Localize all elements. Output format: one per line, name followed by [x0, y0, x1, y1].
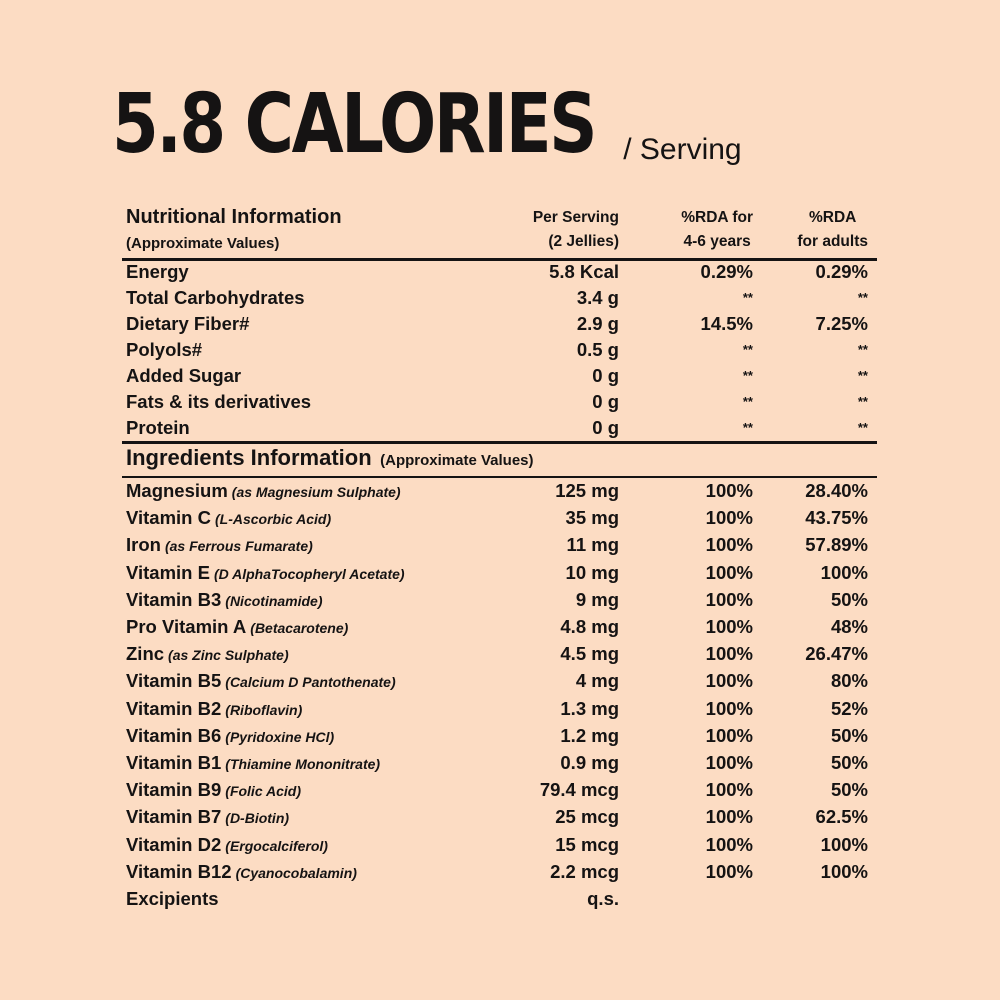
- rda-kids-value: 100%: [705, 616, 753, 637]
- row-name: [126, 668, 396, 695]
- row-name: [126, 750, 380, 777]
- row-name: [126, 259, 189, 285]
- rda-kids-value: 100%: [705, 480, 753, 501]
- row-note: (Pyridoxine HCl): [225, 728, 335, 745]
- per-serving-value: 4.8 mg: [560, 616, 619, 637]
- nutrition-row: [122, 259, 877, 285]
- row-label: Vitamin B2: [126, 697, 222, 719]
- col-header-rda-adults: [797, 206, 868, 254]
- ingredient-row: [122, 614, 877, 640]
- ingredient-row: [122, 668, 877, 694]
- ingredient-row: [122, 886, 877, 912]
- row-name: [126, 587, 323, 614]
- row-note: (Nicotinamide): [225, 592, 323, 609]
- per-serving-value: 35 mg: [565, 507, 619, 529]
- per-serving-value: 0 g: [592, 417, 619, 438]
- rda-adults-value: 26.47%: [805, 643, 868, 665]
- col-header-per-serving-line1: Per Serving: [532, 209, 619, 226]
- row-note: (as Zinc Sulphate): [168, 647, 289, 664]
- row-name: [126, 285, 305, 311]
- row-label: Excipients: [126, 888, 219, 909]
- nutrition-row: [122, 415, 877, 441]
- row-name: [126, 614, 348, 641]
- row-name: [126, 337, 202, 363]
- row-label: Vitamin B7: [126, 806, 222, 828]
- row-label: Vitamin B3: [126, 588, 222, 610]
- rda-kids-value: 100%: [705, 561, 753, 583]
- rda-adults-value: 50%: [830, 779, 868, 801]
- nutrition-row: [122, 285, 877, 311]
- row-note: (Cyanocobalamin): [235, 864, 357, 881]
- rda-adults-value: **: [857, 420, 868, 435]
- rda-adults-value: 0.29%: [815, 261, 868, 282]
- nutrition-row: [122, 389, 877, 415]
- rda-kids-value: 100%: [705, 724, 753, 746]
- row-label: Energy: [126, 261, 189, 282]
- ingredient-row: [122, 832, 877, 858]
- row-label: Vitamin B5: [126, 670, 222, 692]
- section-divider: [122, 441, 877, 444]
- row-label: Vitamin B12: [126, 860, 232, 882]
- rda-kids-value: **: [742, 394, 753, 409]
- row-name: [126, 696, 302, 723]
- ingredient-row: [122, 723, 877, 749]
- row-label: Vitamin B1: [126, 752, 222, 773]
- row-note: (Riboflavin): [225, 701, 303, 718]
- nutrition-header: [122, 204, 877, 258]
- col-header-rda-kids: [681, 206, 753, 254]
- rda-adults-value: 28.40%: [805, 480, 868, 501]
- rda-adults-value: **: [857, 394, 868, 409]
- col-header-rda-adults-line2: for adults: [797, 233, 868, 250]
- per-serving-value: 25 mcg: [555, 806, 619, 828]
- per-serving-value: 3.4 g: [576, 287, 619, 308]
- row-label: Vitamin B6: [126, 724, 222, 746]
- per-serving-value: 1.2 mg: [560, 724, 619, 746]
- ingredient-row: [122, 859, 877, 885]
- ingredient-row: [122, 587, 877, 613]
- row-note: (Calcium D Pantothenate): [225, 674, 396, 691]
- rda-kids-value: 100%: [705, 806, 753, 828]
- calorie-headline: [112, 77, 742, 172]
- row-name: [126, 311, 249, 337]
- row-note: (L-Ascorbic Acid): [214, 511, 332, 528]
- rda-adults-value: 100%: [820, 860, 868, 882]
- nutrition-row: [122, 311, 877, 337]
- row-label: Vitamin C: [126, 507, 211, 529]
- rda-kids-value: 100%: [705, 588, 753, 610]
- per-serving-label: / Serving: [623, 133, 742, 166]
- per-serving-value: 5.8 Kcal: [549, 261, 619, 282]
- per-serving-value: 4.5 mg: [560, 643, 619, 665]
- rda-adults-value: 52%: [830, 697, 868, 719]
- row-name: [126, 389, 311, 415]
- row-note: (Ergocalciferol): [225, 837, 328, 854]
- per-serving-value: 11 mg: [566, 534, 619, 556]
- rda-adults-value: 50%: [830, 588, 868, 610]
- row-note: (as Magnesium Sulphate): [231, 484, 401, 500]
- per-serving-value: 2.2 mcg: [550, 860, 619, 882]
- rda-adults-value: 57.89%: [805, 534, 868, 556]
- nutrition-row: [122, 337, 877, 363]
- per-serving-value: 0.9 mg: [560, 752, 619, 773]
- row-label: Iron: [126, 534, 161, 556]
- row-note: (as Ferrous Fumarate): [164, 538, 313, 555]
- ingredients-title: Ingredients Information: [126, 445, 372, 470]
- col-header-rda-adults-line1: %RDA: [809, 209, 857, 226]
- nutrition-subtitle: (Approximate Values): [126, 235, 280, 252]
- rda-kids-value: 100%: [705, 833, 753, 855]
- per-serving-value: 2.9 g: [576, 313, 619, 334]
- row-note: (Thiamine Mononitrate): [225, 756, 381, 772]
- row-name: [126, 560, 405, 587]
- ingredient-row: [122, 804, 877, 830]
- col-header-rda-kids-line1: %RDA for: [681, 209, 753, 226]
- rda-adults-value: 100%: [820, 833, 868, 855]
- rda-kids-value: **: [742, 342, 753, 357]
- rda-kids-value: 100%: [705, 643, 753, 665]
- rda-kids-value: 100%: [705, 534, 753, 556]
- per-serving-value: 79.4 mcg: [539, 779, 619, 801]
- row-name: [126, 505, 331, 532]
- rda-kids-value: 14.5%: [700, 313, 753, 334]
- rda-kids-value: **: [742, 368, 753, 383]
- rda-kids-value: 100%: [705, 670, 753, 692]
- row-label: Polyols#: [126, 339, 203, 360]
- rda-adults-value: 100%: [820, 561, 868, 583]
- ingredient-row: [122, 478, 877, 504]
- per-serving-value: 0 g: [592, 365, 619, 386]
- rda-adults-value: **: [857, 342, 868, 357]
- per-serving-value: 1.3 mg: [560, 697, 619, 719]
- ingredients-subtitle: (Approximate Values): [380, 452, 534, 469]
- row-name: [126, 415, 190, 441]
- rda-kids-value: **: [742, 290, 753, 305]
- ingredient-row: [122, 777, 877, 803]
- col-header-per-serving-line2: (2 Jellies): [548, 233, 619, 250]
- rda-adults-value: 80%: [830, 670, 868, 692]
- row-label: Magnesium: [126, 480, 228, 501]
- rda-adults-value: 7.25%: [815, 313, 868, 334]
- row-note: (Betacarotene): [250, 620, 349, 636]
- rda-adults-value: **: [857, 368, 868, 383]
- row-label: Added Sugar: [126, 365, 242, 386]
- nutrition-title: Nutritional Information: [126, 206, 342, 228]
- calories-title: 5.8 CALORIES: [112, 77, 596, 172]
- row-name: [126, 723, 334, 750]
- row-label: Fats & its derivatives: [126, 391, 312, 412]
- row-label: Protein: [126, 417, 190, 438]
- row-name: [126, 804, 289, 831]
- row-name: [126, 886, 219, 912]
- row-label: Zinc: [126, 643, 165, 665]
- rda-kids-value: 100%: [705, 507, 753, 529]
- nutrition-row: [122, 363, 877, 389]
- ingredient-row: [122, 560, 877, 586]
- rda-adults-value: 43.75%: [805, 507, 868, 529]
- row-label: Vitamin B9: [126, 779, 222, 801]
- per-serving-value: 0 g: [592, 391, 619, 412]
- rda-kids-value: 0.29%: [700, 261, 753, 282]
- rda-adults-value: 50%: [830, 724, 868, 746]
- row-label: Total Carbohydrates: [126, 287, 305, 308]
- row-name: [126, 363, 241, 389]
- per-serving-value: 9 mg: [575, 588, 619, 610]
- row-name: [126, 859, 357, 886]
- rda-kids-value: 100%: [705, 697, 753, 719]
- per-serving-value: 4 mg: [575, 670, 619, 692]
- ingredients-header: [126, 445, 534, 471]
- rda-adults-value: 50%: [830, 752, 868, 773]
- row-label: Dietary Fiber#: [126, 313, 250, 334]
- ingredient-row: [122, 532, 877, 558]
- row-label: Vitamin D2: [126, 833, 222, 855]
- ingredient-row: [122, 641, 877, 667]
- row-name: [126, 478, 401, 505]
- ingredient-row: [122, 505, 877, 531]
- per-serving-value: 0.5 g: [576, 339, 619, 360]
- row-name: [126, 641, 289, 668]
- row-name: [126, 832, 328, 859]
- per-serving-value: q.s.: [587, 888, 619, 909]
- rda-kids-value: 100%: [705, 860, 753, 882]
- rda-kids-value: 100%: [705, 779, 753, 801]
- row-label: Pro Vitamin A: [126, 616, 247, 637]
- row-name: [126, 532, 313, 559]
- row-label: Vitamin E: [126, 561, 210, 583]
- col-header-rda-kids-line2: 4-6 years: [683, 233, 751, 250]
- rda-adults-value: **: [857, 290, 868, 305]
- rda-kids-value: 100%: [705, 752, 753, 773]
- per-serving-value: 125 mg: [555, 480, 619, 501]
- row-note: (D AlphaTocopheryl Acetate): [213, 565, 405, 582]
- ingredient-row: [122, 696, 877, 722]
- row-note: (D-Biotin): [225, 810, 290, 827]
- rda-kids-value: **: [742, 420, 753, 435]
- row-name: [126, 777, 301, 804]
- per-serving-value: 10 mg: [565, 561, 619, 583]
- rda-adults-value: 48%: [830, 616, 868, 637]
- rda-adults-value: 62.5%: [815, 806, 868, 828]
- col-header-per-serving: [533, 206, 619, 254]
- ingredient-row: [122, 750, 877, 776]
- per-serving-value: 15 mcg: [555, 833, 619, 855]
- row-note: (Folic Acid): [225, 783, 301, 800]
